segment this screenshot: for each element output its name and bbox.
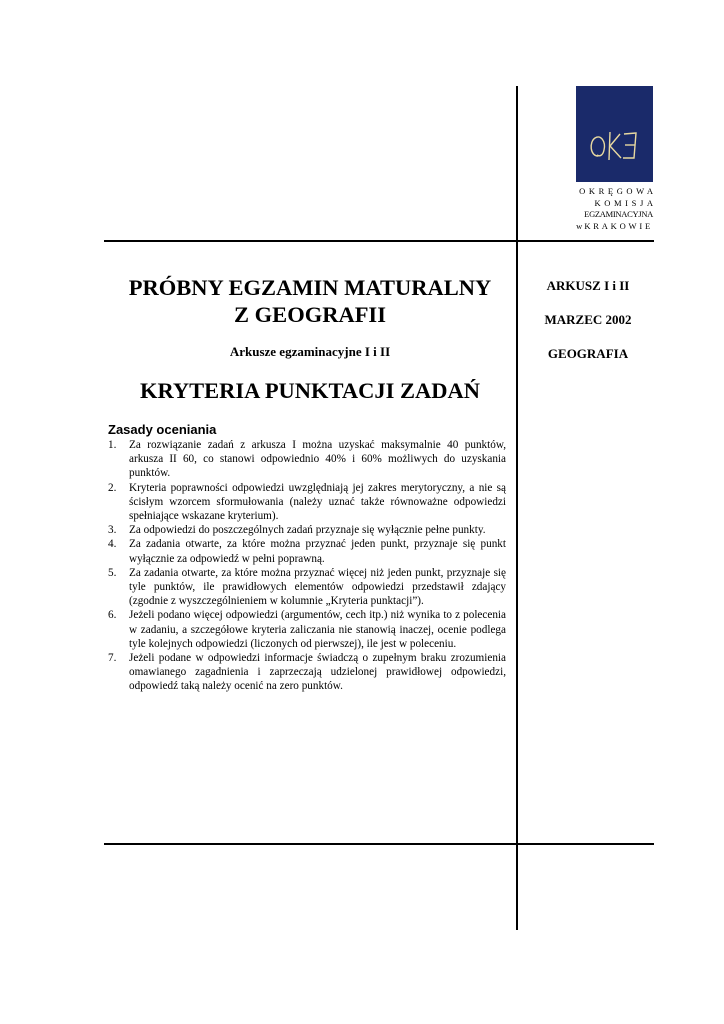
list-item-number: 4. — [108, 538, 117, 551]
exam-subtitle: Arkusze egzaminacyjne I i II — [229, 344, 391, 359]
top-horizontal-divider — [104, 240, 654, 242]
list-item — [108, 537, 506, 565]
list-item-number: 5. — [108, 566, 117, 579]
org-line-4 — [560, 221, 653, 233]
sheet-label: ARKUSZ I i II — [546, 278, 630, 293]
rules-list — [108, 438, 506, 694]
list-item — [108, 566, 506, 609]
list-item-text: Za odpowiedzi do poszczególnych zadań przyznaje się wyłącznie pełne punkty. — [129, 524, 486, 537]
list-item-number: 1. — [108, 439, 117, 451]
org-line-4-city: KRAKOWIE — [584, 220, 653, 231]
criteria-title: KRYTERIA PUNKTACJI ZADAŃ — [139, 378, 481, 403]
list-item — [108, 481, 506, 524]
list-item-text: Jeżeli podano więcej odpowiedzi (argumentów, cech itp.) niż wynika to z polecenia w zadaniu, a szczegółowe kryteria zaliczania nie stanowią inaczej, ocenie podlega tyle kolejnych odpowiedzi (liczonych od pierwszej), ile jest w poleceniu. — [129, 609, 506, 650]
exam-title-line-2: Z GEOGRAFII — [234, 302, 386, 327]
organization-name — [560, 186, 657, 232]
oke-logo-mark — [576, 86, 653, 182]
list-item-text: Za zadania otwarte, za które można przyznać jeden punkt, przyznaje się punkt wyłącznie za odpowiedź w pełni poprawną. — [129, 538, 506, 565]
subject-label: GEOGRAFIA — [547, 346, 629, 361]
list-item-number: 3. — [108, 524, 117, 537]
org-line-4-prefix: w — [576, 220, 583, 231]
vertical-divider — [516, 86, 518, 930]
list-item-text: Jeżeli podane w odpowiedzi informacje świadczą o zupełnym braku zrozumienia omawianego zagadnienia i zaprzeczają udzielonej prawidłowej odpowiedzi, odpowiedź taką należy ocenić na zero punktów. — [129, 652, 506, 693]
oke-logo — [576, 86, 653, 182]
exam-title — [104, 274, 516, 328]
list-item — [108, 438, 506, 481]
exam-title-line-1: PRÓBNY EGZAMIN MATURALNY — [128, 275, 492, 300]
list-item — [108, 651, 506, 694]
list-item — [108, 523, 506, 537]
org-line-3: EGZAMINACYJNA — [584, 209, 653, 219]
date-label: MARZEC 2002 — [544, 312, 632, 327]
bottom-horizontal-divider — [104, 843, 654, 845]
rules-heading: Zasady oceniania — [108, 422, 217, 437]
org-line-1: OKRĘGOWA — [579, 186, 657, 196]
list-item-number: 2. — [108, 481, 117, 494]
list-item-text: Kryteria poprawności odpowiedzi uwzględniają jej zakres merytoryczny, a nie są ścisłym wzorcem sformułowania (należy uznać także równoważne odpowiedzi spełniające wskazane kryterium). — [129, 481, 506, 523]
list-item-number: 7. — [108, 652, 117, 665]
list-item-text: Za zadania otwarte, za które można przyznać więcej niż jeden punkt, przyznaje się tyle punktów, ile prawidłowych elementów odpowiedzi przedstawił zdający (zgodnie z wyszczególnieniem w kolumnie „Kryteria punktacji”). — [129, 566, 506, 608]
org-line-2: KOMISJA — [594, 197, 657, 208]
list-item-number: 6. — [108, 609, 117, 622]
list-item-text: Za rozwiązanie zadań z arkusza I można uzyskać maksymalnie 40 punktów, arkusza II 60, co stanowi odpowiednio 40% i 60% możliwych do uzyskania punktów. — [129, 439, 506, 480]
list-item — [108, 608, 506, 651]
